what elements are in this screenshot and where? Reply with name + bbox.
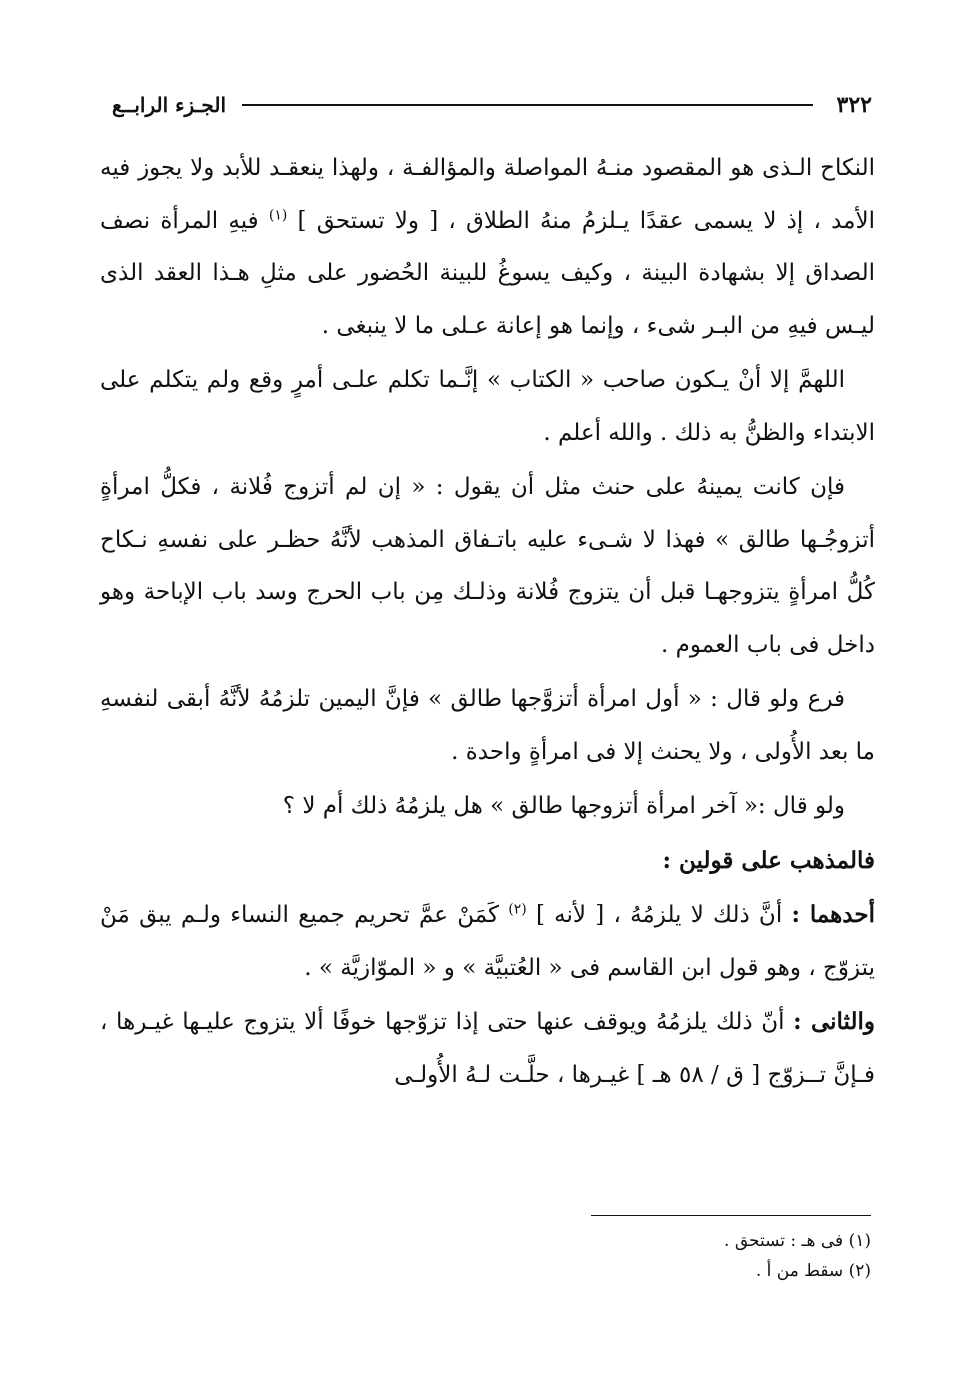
paragraph-text: اللهمَّ إلا أنْ يـكون صاحب « الكتاب » إنَّـما تكلم علـى أمرٍ وقع ولم يتكلم على الابتداء والظنُّ به ذلك . والله أعلم . xyxy=(100,367,875,446)
footnotes xyxy=(171,1226,871,1286)
paragraph xyxy=(100,354,875,459)
paragraph-text: النكاح الـذى هو المقصود منـهُ المواصلة والمؤالفـة ، ولهذا ينعقـد للأبد ولا يجوز فيه الأمد ، إذ لا يسمى عقدًا يـلزمُ منهُ الطلاق ، [ ولا تستحق ] xyxy=(100,155,876,234)
header-rule xyxy=(242,104,813,106)
paragraph xyxy=(100,673,875,778)
paragraph-text: فإن كانت يمينهُ على حنث مثل أن يقول : « إن لم أتزوج فُلانة ، فكلُّ امرأةٍ أتزوجُـها طالق » فهذا لا شـىء عليه باتـفاق المذهب لأنَّهُ حظـر على نفسهِ نـكاح كُلُّ امرأةٍ يتزوجهـا قبل أن يتزوج فُلانة وذلـك مِن باب الحرج وسد باب الإباحة وهو داخل فى باب العموم . xyxy=(100,474,875,658)
running-header xyxy=(112,88,872,122)
paragraph xyxy=(100,461,875,671)
section-heading xyxy=(100,835,875,888)
footnote: (٢) سقط من أ . xyxy=(755,1261,871,1281)
paragraph-lead: والثانى : xyxy=(793,1008,875,1035)
paragraph-text: أنّ ذلك يلزمُهُ ويوقف عنها حتى إذا تزوّجها خوفًا ألا يتزوج عليـها غيـرها ، فـإنَّ تــزوّج [ ق / ٥٨ هـ ] غيـرها ، حلَّـت لـهُ الأُولـى xyxy=(100,1009,875,1088)
footnote: (١) فى هـ : تستحق . xyxy=(724,1231,871,1251)
paragraph-text: ولو قال :« آخر امرأة أتزوجها طالق » هل يلزمُهُ ذلك أم لا ؟ xyxy=(282,793,845,819)
paragraph-text: فيهِ المرأة نصف الصداق إلا بشهادة البينة ، وكيف يسوغُ للبينة الحُضور على مثلِ هـذا العقد الذى ليـس فيهِ من البـر شىء ، وإنما هو إعانة عـلى ما لا ينبغى . xyxy=(100,207,875,339)
volume-title: الجـزء الرابــع xyxy=(112,93,226,117)
paragraph-text: أنَّ ذلك لا يلزمُهُ ، [ لأنه ] xyxy=(535,902,792,928)
heading-text: فالمذهب على قولين : xyxy=(662,846,875,874)
paragraph-text: كَمَنْ عمَّ تحريم جميع النساء ولـم يبق مَنْ يتزوّج ، وهو قول ابن القاسم فى « العُتبيَّة » و « الموّازيَّة » . xyxy=(100,902,875,981)
paragraph-lead: أحدهما : xyxy=(791,901,875,928)
paragraph-text: فرع ولو قال : « أول امرأة أتزوَّجها طالق » فإنَّ اليمين تلزمُهُ لأنَّهُ أبقى لنفسهِ ما بعد الأُولى ، ولا يحنث إلا فى امرأةٍ واحدة . xyxy=(100,686,875,765)
paragraph xyxy=(100,889,875,994)
paragraph xyxy=(100,996,875,1101)
page-number: ٣٢٢ xyxy=(836,92,872,118)
paragraph xyxy=(100,780,875,833)
main-text xyxy=(100,142,875,1101)
footnote-reference: (١) xyxy=(268,206,288,223)
footnote-rule xyxy=(591,1215,871,1216)
footnote-reference: (٢) xyxy=(508,901,527,918)
paragraph xyxy=(100,142,875,352)
